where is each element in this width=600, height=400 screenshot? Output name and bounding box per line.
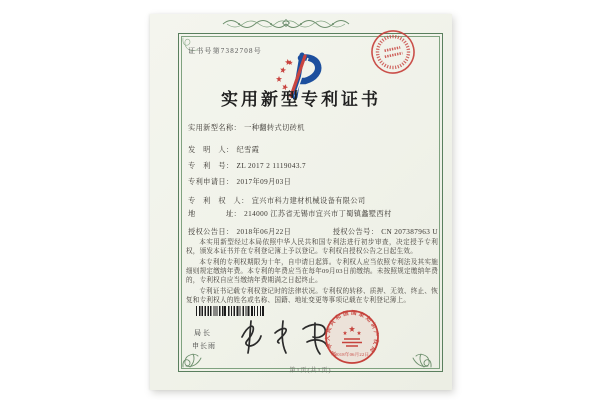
grant-number-value: CN 207387963 U [381,228,438,236]
field-row-patent-number [188,161,438,171]
field-value: ZL 2017 2 1119043.7 [236,162,307,170]
grant-date-label: 授权公告日： [188,228,234,236]
legal-paragraph: 本专利的专利权期限为十年，自申请日起算。专利权人应当依照专利法及其实施细则规定缴纳年费。本专利的年费应当在每年09月03日前缴纳。未按照规定缴纳年费的，专利权自应当缴纳年费期满之日起终止。 [186,258,438,285]
field-label: 专利申请日： [188,178,234,186]
field-value: 宜兴市科力建材机械设备有限公司 [251,197,366,205]
field-row-patentee [188,196,438,206]
field-row-filing-date [188,177,438,187]
grant-date [188,227,291,237]
grant-row [188,227,438,237]
field-row-address [188,209,438,219]
legal-text-block [186,238,438,307]
field-value: 214000 江苏省无锡市宜兴市丁蜀镇蠡墅西村 [244,210,392,218]
seal-date: 2018年06月22日 [334,352,370,357]
field-value: 2017年09月03日 [236,178,292,186]
field-value: 一种翻转式切砖机 [244,124,305,132]
grant-number [333,227,438,237]
field-label: 专 利 权 人： [188,197,249,205]
certificate-number: 证书号第7382708号 [188,47,262,55]
field-row-utility-model-name [188,123,438,133]
seal-ring-text: 中华人民共和国国家知识产权局 [325,310,379,357]
cnipa-round-seal [324,309,380,365]
director-title: 局长 [194,329,212,337]
field-label: 发 明 人： [188,146,234,154]
green-lace-garland-icon [221,16,351,31]
legal-paragraph: 专利证书记载专利权登记时的法律状况。专利权的转移、质押、无效、终止、恢复和专利权人的姓名或名称、国籍、地址变更等事项记载在专利登记簿上。 [186,287,438,305]
page-number: 第1页(共1页) [289,368,332,374]
field-label: 专 利 号： [188,162,234,170]
field-value: 纪雪霞 [236,146,260,154]
patent-certificate-sheet [150,14,452,390]
certificate-title: 实用新型专利证书 [221,90,381,109]
agency-round-red-seal-icon [366,25,421,80]
grant-date-value: 2018年06月22日 [236,228,292,236]
legal-paragraph: 本实用新型经过本局依照中华人民共和国专利法进行初步审查，决定授予专利权，颁发本证书并在专利登记簿上予以登记。专利权自授权公告之日起生效。 [186,239,438,256]
grant-number-label: 授权公告号： [332,228,379,236]
field-label: 实用新型名称： [188,124,242,132]
field-label: 地 址： [188,210,242,218]
field-row-inventor [188,145,438,155]
director-printed-name: 申长雨 [192,342,216,350]
